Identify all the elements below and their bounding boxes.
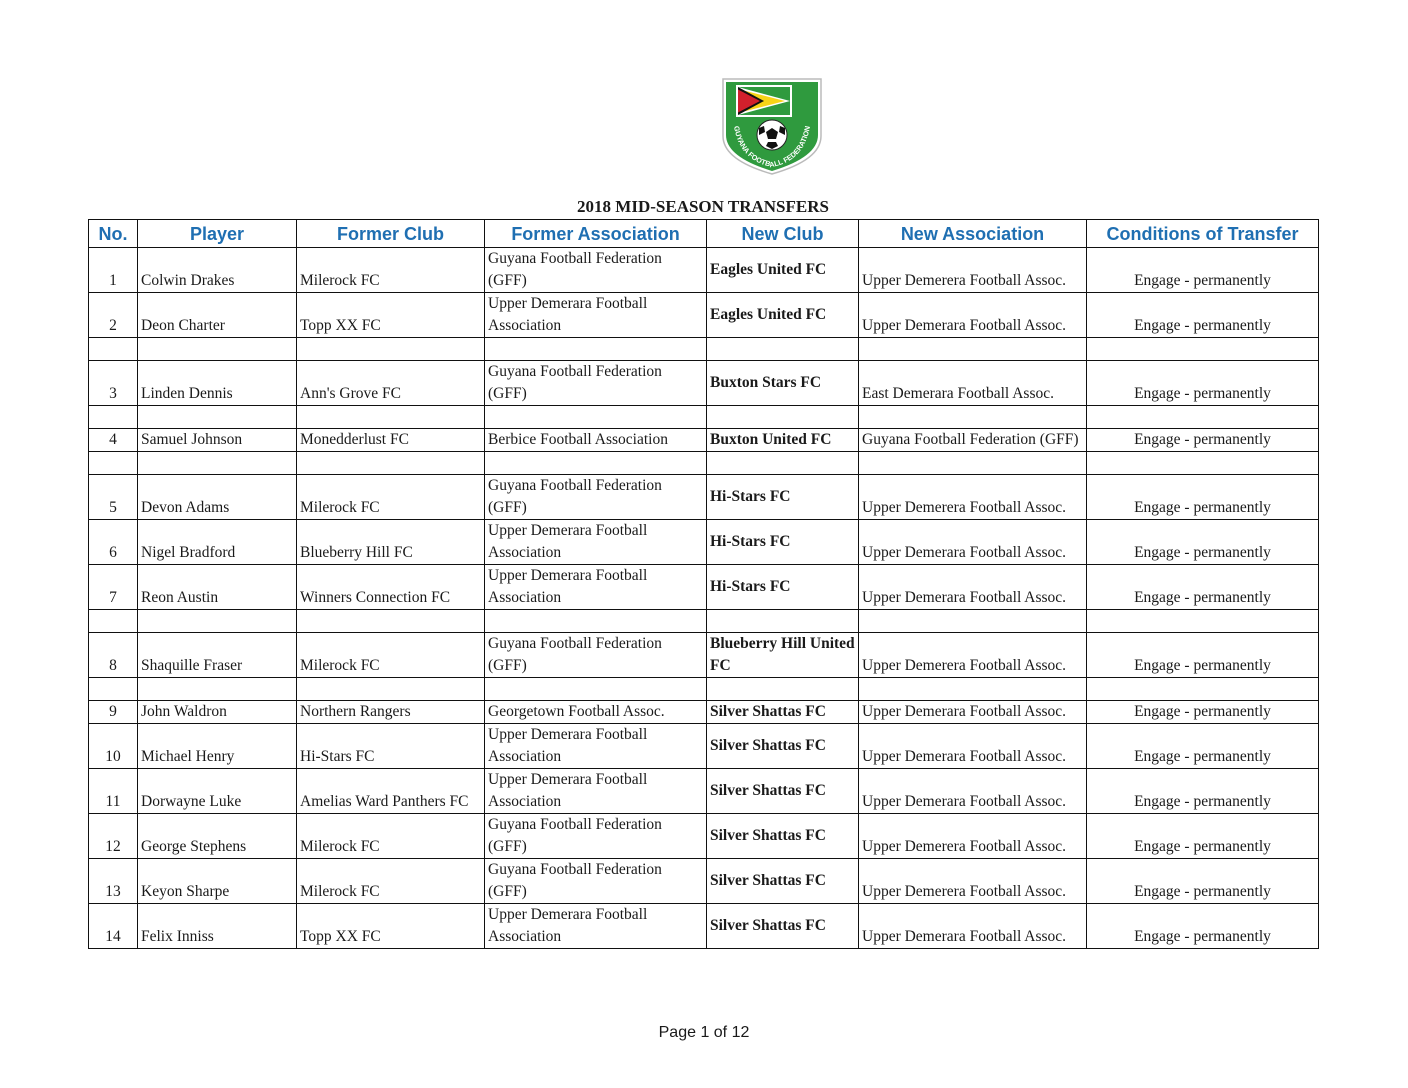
cell-former-association: Guyana Football Federation (GFF) [485, 814, 707, 859]
table-row [89, 520, 1319, 565]
cell-conditions: Engage - permanently [1087, 248, 1319, 293]
cell-new-association: Upper Demerara Football Assoc. [859, 769, 1087, 814]
header-row [89, 220, 1319, 248]
transfers-table [88, 219, 1319, 949]
cell-former-club: Monedderlust FC [297, 429, 485, 452]
table-row [89, 565, 1319, 610]
cell-player: John Waldron [138, 701, 297, 724]
cell-no: 10 [89, 724, 138, 769]
cell-former-association: Berbice Football Association [485, 429, 707, 452]
cell-former-club: Milerock FC [297, 859, 485, 904]
table-row [89, 633, 1319, 678]
cell-player: Linden Dennis [138, 361, 297, 406]
cell-new-association: Upper Demerara Football Assoc. [859, 701, 1087, 724]
table-row [89, 475, 1319, 520]
empty-cell [859, 338, 1087, 361]
column-header-conditions: Conditions of Transfer [1087, 220, 1319, 248]
cell-conditions: Engage - permanently [1087, 429, 1319, 452]
cell-conditions: Engage - permanently [1087, 859, 1319, 904]
cell-former-club: Ann's Grove FC [297, 361, 485, 406]
column-header-no: No. [89, 220, 138, 248]
table-row [89, 248, 1319, 293]
table-row [89, 701, 1319, 724]
empty-cell [138, 452, 297, 475]
empty-cell [297, 338, 485, 361]
empty-cell [707, 452, 859, 475]
cell-new-club: Blueberry Hill United FC [707, 633, 859, 678]
cell-former-club: Amelias Ward Panthers FC [297, 769, 485, 814]
empty-cell [485, 338, 707, 361]
cell-player: Michael Henry [138, 724, 297, 769]
cell-no: 11 [89, 769, 138, 814]
empty-cell [859, 452, 1087, 475]
cell-player: Reon Austin [138, 565, 297, 610]
empty-cell [707, 610, 859, 633]
cell-former-association: Upper Demerara Football Association [485, 520, 707, 565]
empty-cell [707, 338, 859, 361]
column-header-player: Player [138, 220, 297, 248]
spacer-row [89, 338, 1319, 361]
cell-former-club: Hi-Stars FC [297, 724, 485, 769]
cell-no: 1 [89, 248, 138, 293]
cell-player: Felix Inniss [138, 904, 297, 949]
cell-player: Devon Adams [138, 475, 297, 520]
empty-cell [89, 452, 138, 475]
cell-conditions: Engage - permanently [1087, 520, 1319, 565]
cell-new-club: Silver Shattas FC [707, 701, 859, 724]
cell-new-association: Upper Demerara Football Assoc. [859, 520, 1087, 565]
empty-cell [89, 678, 138, 701]
cell-no: 7 [89, 565, 138, 610]
empty-cell [297, 452, 485, 475]
cell-conditions: Engage - permanently [1087, 361, 1319, 406]
cell-no: 4 [89, 429, 138, 452]
cell-conditions: Engage - permanently [1087, 814, 1319, 859]
spacer-row [89, 452, 1319, 475]
cell-player: Nigel Bradford [138, 520, 297, 565]
table-row [89, 293, 1319, 338]
cell-former-association: Guyana Football Federation (GFF) [485, 475, 707, 520]
logo-text: GUYANA FOOTBALL FEDERATION [732, 125, 812, 170]
empty-cell [297, 406, 485, 429]
cell-new-association: Upper Demerara Football Assoc. [859, 724, 1087, 769]
cell-new-club: Hi-Stars FC [707, 520, 859, 565]
cell-former-club: Milerock FC [297, 814, 485, 859]
cell-new-association: Upper Demerera Football Assoc. [859, 475, 1087, 520]
empty-cell [485, 678, 707, 701]
spacer-row [89, 678, 1319, 701]
empty-cell [859, 678, 1087, 701]
empty-cell [138, 678, 297, 701]
cell-new-association: Guyana Football Federation (GFF) [859, 429, 1087, 452]
empty-cell [859, 406, 1087, 429]
cell-player: Dorwayne Luke [138, 769, 297, 814]
cell-player: Shaquille Fraser [138, 633, 297, 678]
cell-former-association: Georgetown Football Assoc. [485, 701, 707, 724]
cell-player: Samuel Johnson [138, 429, 297, 452]
cell-former-association: Guyana Football Federation (GFF) [485, 633, 707, 678]
cell-former-club: Milerock FC [297, 475, 485, 520]
cell-conditions: Engage - permanently [1087, 293, 1319, 338]
empty-cell [1087, 452, 1319, 475]
cell-conditions: Engage - permanently [1087, 633, 1319, 678]
cell-former-club: Milerock FC [297, 248, 485, 293]
cell-new-club: Silver Shattas FC [707, 769, 859, 814]
empty-cell [138, 338, 297, 361]
cell-new-association: Upper Demerera Football Assoc. [859, 633, 1087, 678]
cell-former-association: Upper Demerara Football Association [485, 565, 707, 610]
cell-new-association: Upper Demerara Football Assoc. [859, 565, 1087, 610]
column-header-new-club: New Club [707, 220, 859, 248]
cell-new-association: Upper Demerera Football Assoc. [859, 859, 1087, 904]
cell-no: 3 [89, 361, 138, 406]
cell-new-club: Silver Shattas FC [707, 814, 859, 859]
empty-cell [1087, 610, 1319, 633]
cell-former-club: Blueberry Hill FC [297, 520, 485, 565]
cell-conditions: Engage - permanently [1087, 565, 1319, 610]
empty-cell [89, 610, 138, 633]
column-header-former-club: Former Club [297, 220, 485, 248]
cell-former-association: Upper Demerara Football Association [485, 724, 707, 769]
cell-former-club: Winners Connection FC [297, 565, 485, 610]
table-row [89, 724, 1319, 769]
cell-former-association: Upper Demerara Football Association [485, 904, 707, 949]
cell-former-club: Topp XX FC [297, 293, 485, 338]
table-row [89, 429, 1319, 452]
cell-new-club: Hi-Stars FC [707, 475, 859, 520]
cell-former-club: Milerock FC [297, 633, 485, 678]
spacer-row [89, 406, 1319, 429]
cell-player: Keyon Sharpe [138, 859, 297, 904]
cell-player: Deon Charter [138, 293, 297, 338]
cell-new-association: Upper Demerara Football Assoc. [859, 904, 1087, 949]
cell-new-club: Silver Shattas FC [707, 859, 859, 904]
empty-cell [485, 452, 707, 475]
cell-new-club: Eagles United FC [707, 293, 859, 338]
spacer-row [89, 610, 1319, 633]
empty-cell [138, 406, 297, 429]
cell-new-association: Upper Demerera Football Assoc. [859, 814, 1087, 859]
cell-former-association: Upper Demerara Football Association [485, 293, 707, 338]
cell-no: 9 [89, 701, 138, 724]
column-header-new-association: New Association [859, 220, 1087, 248]
empty-cell [1087, 678, 1319, 701]
cell-no: 8 [89, 633, 138, 678]
document-title: 2018 MID-SEASON TRANSFERS [577, 197, 829, 216]
table-row [89, 361, 1319, 406]
guyana-football-federation-logo [719, 76, 825, 176]
cell-new-club: Buxton United FC [707, 429, 859, 452]
table-row [89, 904, 1319, 949]
column-header-former-association: Former Association [485, 220, 707, 248]
cell-no: 14 [89, 904, 138, 949]
cell-new-club: Silver Shattas FC [707, 904, 859, 949]
empty-cell [485, 610, 707, 633]
cell-new-association: Upper Demerera Football Assoc. [859, 248, 1087, 293]
empty-cell [1087, 406, 1319, 429]
cell-former-association: Guyana Football Federation (GFF) [485, 859, 707, 904]
cell-new-club: Silver Shattas FC [707, 724, 859, 769]
empty-cell [707, 406, 859, 429]
empty-cell [1087, 338, 1319, 361]
empty-cell [707, 678, 859, 701]
cell-former-club: Topp XX FC [297, 904, 485, 949]
cell-no: 13 [89, 859, 138, 904]
cell-no: 5 [89, 475, 138, 520]
cell-former-club: Northern Rangers [297, 701, 485, 724]
cell-no: 12 [89, 814, 138, 859]
table-row [89, 859, 1319, 904]
empty-cell [297, 610, 485, 633]
cell-former-association: Guyana Football Federation (GFF) [485, 361, 707, 406]
cell-conditions: Engage - permanently [1087, 904, 1319, 949]
table-row [89, 814, 1319, 859]
cell-new-club: Buxton Stars FC [707, 361, 859, 406]
empty-cell [297, 678, 485, 701]
cell-new-association: East Demerara Football Assoc. [859, 361, 1087, 406]
cell-former-association: Upper Demerara Football Association [485, 769, 707, 814]
cell-new-club: Hi-Stars FC [707, 565, 859, 610]
cell-conditions: Engage - permanently [1087, 769, 1319, 814]
cell-player: George Stephens [138, 814, 297, 859]
empty-cell [89, 338, 138, 361]
cell-conditions: Engage - permanently [1087, 701, 1319, 724]
empty-cell [138, 610, 297, 633]
table-row [89, 769, 1319, 814]
table-body [89, 248, 1319, 949]
cell-conditions: Engage - permanently [1087, 475, 1319, 520]
page-number: Page 1 of 12 [658, 1024, 750, 1041]
empty-cell [485, 406, 707, 429]
cell-new-club: Eagles United FC [707, 248, 859, 293]
cell-former-association: Guyana Football Federation (GFF) [485, 248, 707, 293]
cell-new-association: Upper Demerara Football Assoc. [859, 293, 1087, 338]
cell-no: 6 [89, 520, 138, 565]
empty-cell [89, 406, 138, 429]
empty-cell [859, 610, 1087, 633]
cell-no: 2 [89, 293, 138, 338]
cell-player: Colwin Drakes [138, 248, 297, 293]
cell-conditions: Engage - permanently [1087, 724, 1319, 769]
